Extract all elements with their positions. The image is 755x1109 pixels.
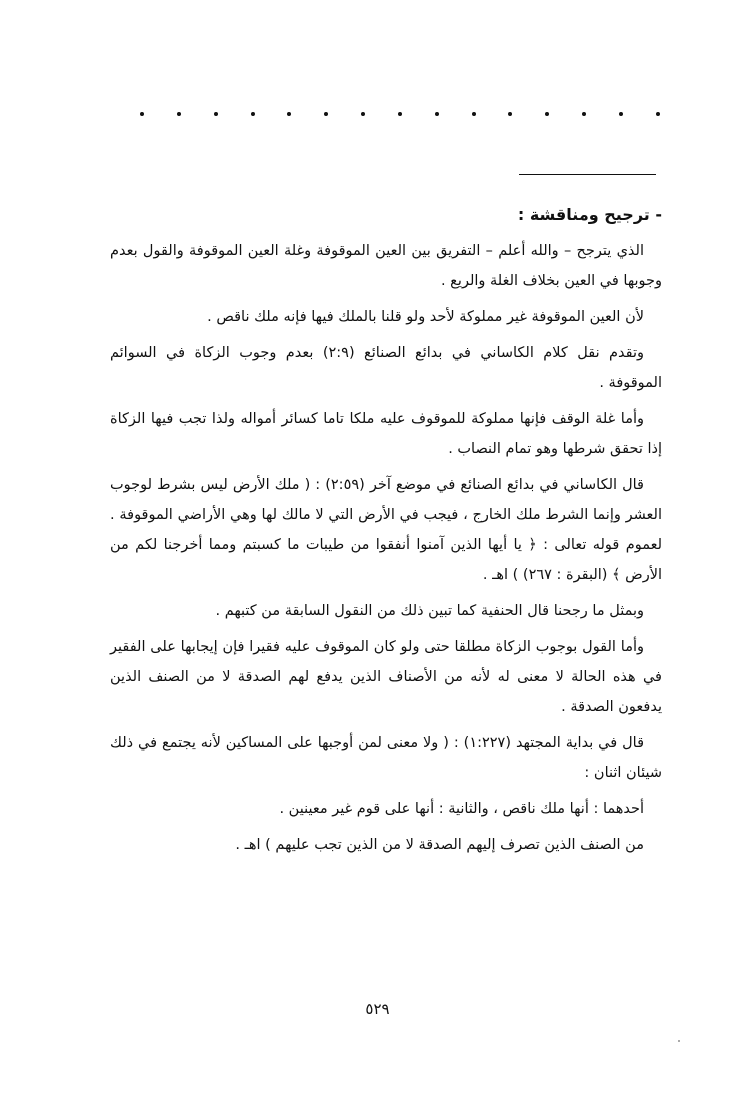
separator-dot	[324, 112, 328, 116]
separator-dot	[398, 112, 402, 116]
separator-dot	[582, 112, 586, 116]
paragraph: الذي يترجح – والله أعلم – التفريق بين العين الموقوفة وغلة العين الموقوفة والقول بعدم وجوبها في العين بخلاف الغلة والريع .	[110, 243, 662, 289]
separator-dot	[177, 112, 181, 116]
separator-dot	[287, 112, 291, 116]
paragraph: وتقدم نقل كلام الكاساني في بدائع الصنائع (٢:٩) بعدم وجوب الزكاة في السوائم الموقوفة .	[110, 345, 662, 391]
separator-dot	[508, 112, 512, 116]
separator-dot	[214, 112, 218, 116]
separator-dot	[361, 112, 365, 116]
paragraph: وأما غلة الوقف فإنها مملوكة للموقوف عليه ملكا تاما كسائر أمواله ولذا تجب فيها الزكاة إذا تحقق شرطها وهو تمام النصاب .	[110, 411, 662, 457]
separator-dot	[140, 112, 144, 116]
paragraph: قال في بداية المجتهد (١:٢٢٧) : ( ولا معنى لمن أوجبها على المساكين لأنه يجتمع في ذلك شيئان اثنان :	[110, 735, 662, 781]
section-heading: - ترجيح ومناقشة :	[517, 205, 662, 224]
paragraph: قال الكاساني في بدائع الصنائع في موضع آخر (٢:٥٩) : ( ملك الأرض ليس بشرط لوجوب العشر وإنما الشرط ملك الخارج ، فيجب في الأرض التي لا مالك لها وهي الأراضي الموقوفة . لعموم قوله تعالى : ﴿ يا أيها الذين آمنوا أنفقوا من طيبات ما كسبتم ومما أخرجنا لكم من الأرض ﴾ (البقرة : ٢٦٧) ) اهـ .	[110, 477, 662, 583]
scan-speck	[678, 1040, 680, 1042]
separator-dot	[545, 112, 549, 116]
paragraph: وأما القول بوجوب الزكاة مطلقا حتى ولو كان الموقوف عليه فقيرا فإن إيجابها على الفقير في هذه الحالة لا معنى له لأنه من الأصناف الذين يدفع لهم الصدقة لا من الصنف الذين يدفعون الصدقة .	[110, 639, 662, 715]
paragraph: من الصنف الذين تصرف إليهم الصدقة لا من الذين تجب عليهم ) اهـ .	[235, 837, 644, 853]
page-number: ٥٢٩	[365, 1000, 390, 1018]
separator-dot	[251, 112, 255, 116]
header-dot-separator	[140, 112, 660, 116]
separator-dot	[619, 112, 623, 116]
separator-dot	[656, 112, 660, 116]
separator-dot	[472, 112, 476, 116]
paragraph: وبمثل ما رجحنا قال الحنفية كما تبين ذلك من النقول السابقة من كتبهم .	[215, 603, 644, 619]
separator-dot	[435, 112, 439, 116]
paragraph: لأن العين الموقوفة غير مملوكة لأحد ولو قلنا بالملك فيها فإنه ملك ناقص .	[207, 309, 644, 325]
paragraph: أحدهما : أنها ملك ناقص ، والثانية : أنها على قوم غير معينين .	[279, 801, 644, 817]
section-rule	[519, 174, 656, 175]
body-text	[110, 200, 662, 866]
